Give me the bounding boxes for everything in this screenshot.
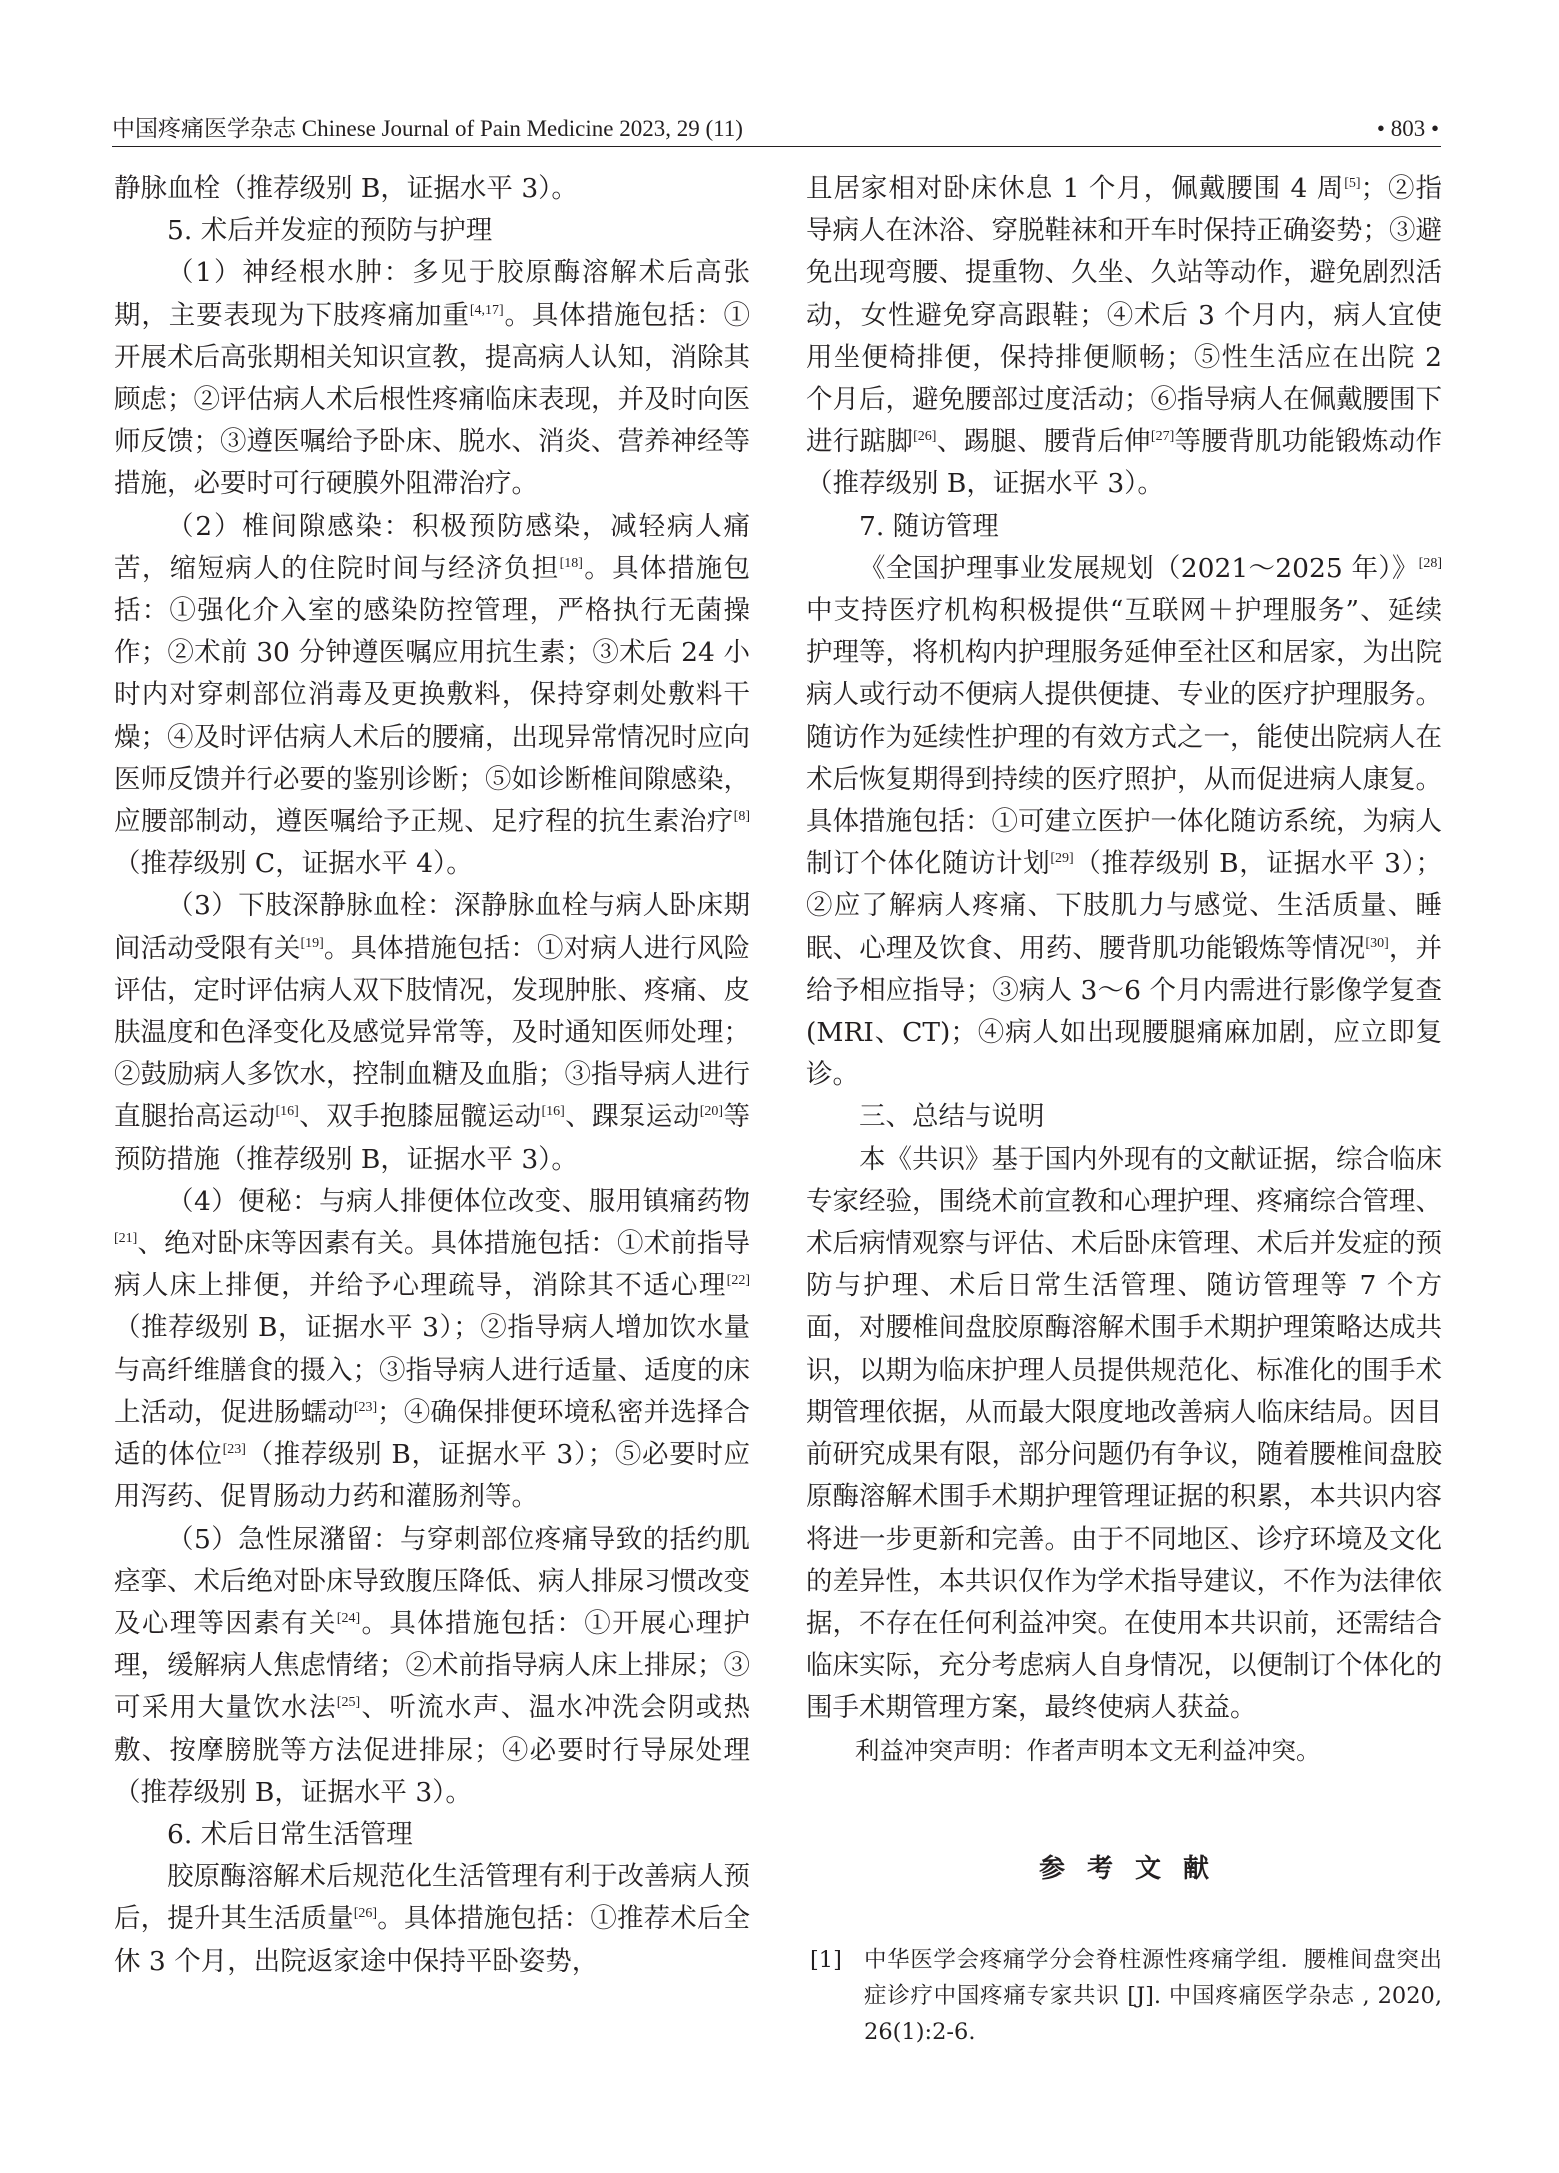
- paragraph-disc-space-infection: （2）椎间隙感染：积极预防感染，减轻病人痛苦，缩短病人的住院时间与经济负担[18]。具体措施包括：①强化介入室的感染防控管理，严格执行无菌操作；②术前 30 分钟遵医嘱应用抗生素；③术后 24 小时内对穿刺部位消毒及更换敷料，保持穿刺处敷料干燥；④及时评估病人术后的腰痛，出现异常情况时应向医师反馈并行必要的鉴别诊断；⑤如诊断椎间隙感染，应腰部制动，遵医嘱给予正规、足疗程的抗生素治疗[8]（推荐级别 C，证据水平 4）。: [114, 510, 751, 880]
- citation: [16]: [275, 1104, 299, 1120]
- citation: [28]: [1418, 555, 1442, 571]
- citation: [29]: [1050, 851, 1074, 867]
- section-heading-5: 5. 术后并发症的预防与护理: [167, 215, 493, 247]
- conflict-of-interest-statement: 利益冲突声明：作者声明本文无利益冲突。: [855, 1735, 1321, 1765]
- citation: [21]: [114, 1231, 138, 1247]
- citation: [8]: [733, 809, 750, 825]
- citation: [24]: [336, 1610, 361, 1626]
- paragraph-urinary-retention: （5）急性尿潴留：与穿刺部位疼痛导致的括约肌痉挛、术后绝对卧床导致腹压降低、病人排尿习惯改变及心理等因素有关[24]。具体措施包括：①开展心理护理，缓解病人焦虑情绪；②术前指导病人床上排尿；③可采用大量饮水法[25]、听流水声、温水冲洗会阴或热敷、按摩膀胱等方法促进排尿；④必要时行导尿处理（推荐级别 B，证据水平 3）。: [114, 1523, 751, 1808]
- paragraph-summary: 本《共识》基于国内外现有的文献证据，综合临床专家经验，围绕术前宣教和心理护理、疼痛综合管理、术后病情观察与评估、术后卧床管理、术后并发症的预防与护理、术后日常生活管理、随访管理等 7 个方面，对腰椎间盘胶原酶溶解术围手术期护理策略达成共识，以期为临床护理人员提供规范化、标准化的围手术期管理依据，从而最大限度地改善病人临床结局。因目前研究成果有限，部分问题仍有争议，随着腰椎间盘胶原酶溶解术围手术期护理管理证据的积累，本共识内容将进一步更新和完善。由于不同地区、诊疗环境及文化的差异性，本共识仅作为学术指导建议，不作为法律依据，不存在任何利益冲突。在使用本共识前，还需结合临床实际，充分考虑病人自身情况，以便制订个体化的围手术期管理方案，最终使病人获益。: [806, 1143, 1442, 1724]
- paragraph-constipation: （4）便秘：与病人排便体位改变、服用镇痛药物[21]、绝对卧床等因素有关。具体措施包括：①术前指导病人床上排便，并给予心理疏导，消除其不适心理[22]（推荐级别 B，证据水平 3）；②指导病人增加饮水量与高纤维膳食的摄入；③指导病人进行适量、适度的床上活动，促进肠蠕动[23]；④确保排便环境私密并选择合适的体位[23]（推荐级别 B，证据水平 3）；⑤必要时应用泻药、促胃肠动力药和灌肠剂等。: [114, 1185, 751, 1513]
- paragraph-daily-life-continued: 且居家相对卧床休息 1 个月，佩戴腰围 4 周[5]；②指导病人在沐浴、穿脱鞋袜和开车时保持正确姿势；③避免出现弯腰、提重物、久坐、久站等动作，避免剧烈活动，女性避免穿高跟鞋；④术后 3 个月内，病人宜使用坐便椅排便，保持排便顺畅；⑤性生活应在出院 2 个月后，避免腰部过度活动；⑥指导病人在佩戴腰围下进行踮脚[26]、踢腿、腰背后伸[27]等腰背肌功能锻炼动作（推荐级别 B，证据水平 3）。: [806, 173, 1443, 500]
- reference-number: [1]: [810, 1946, 842, 1973]
- citation: [16]: [541, 1104, 565, 1120]
- citation: [26]: [353, 1906, 378, 1922]
- section-heading-7: 7. 随访管理: [859, 510, 999, 542]
- paragraph-follow-up: 《全国护理事业发展规划（2021～2025 年）》[28]中支持医疗机构积极提供“互联网＋护理服务”、延续护理等，将机构内护理服务延伸至社区和居家，为出院病人或行动不便病人提供便捷、专业的医疗护理服务。随访作为延续性护理的有效方式之一，能使出院病人在术后恢复期得到持续的医疗照护，从而促进病人康复。具体措施包括：①可建立医护一体化随访系统，为病人制订个体化随访计划[29]（推荐级别 B，证据水平 3）；②应了解病人疼痛、下肢肌力与感觉、生活质量、睡眠、心理及饮食、用药、腰背肌功能锻炼等情况[30]，并给予相应指导；③病人 3～6 个月内需进行影像学复查 (MRI、CT)；④病人如出现腰腿痛麻加剧，应立即复诊。: [806, 552, 1443, 1091]
- citation: [22]: [726, 1273, 750, 1289]
- reference-item: [806, 1942, 1442, 2050]
- paragraph-nerve-root-edema: （1）神经根水肿：多见于胶原酶溶解术后高张期，主要表现为下肢疼痛加重[4,17]。具体措施包括：①开展术后高张期相关知识宣教，提高病人认知，消除其顾虑；②评估病人术后根性疼痛临床表现，并及时向医师反馈；③遵医嘱给予卧床、脱水、消炎、营养神经等措施，必要时可行硬膜外阻滞治疗。: [114, 257, 751, 500]
- paragraph-daily-life: 胶原酶溶解术后规范化生活管理有利于改善病人预后，提升其生活质量[26]。具体措施包括：①推荐术后全休 3 个月，出院返家途中保持平卧姿势，: [114, 1861, 751, 1977]
- citation: [18]: [559, 555, 583, 571]
- citation: [27]: [1150, 429, 1175, 445]
- citation: [19]: [300, 935, 324, 951]
- citation: [26]: [913, 429, 937, 445]
- page-header: [112, 106, 1441, 147]
- page-number: • 803 •: [1376, 116, 1439, 141]
- paragraph-continued: 静脉血栓（推荐级别 B，证据水平 3）。: [114, 173, 578, 204]
- citation: [25]: [336, 1695, 361, 1711]
- right-column: [806, 168, 1442, 2050]
- citation: [5]: [1344, 176, 1361, 191]
- left-column: [114, 168, 750, 1983]
- citation: [4,17]: [469, 302, 504, 318]
- journal-running-title: 中国疼痛医学杂志 Chinese Journal of Pain Medicine 2023, 29 (11): [112, 116, 743, 141]
- paragraph-dvt: （3）下肢深静脉血栓：深静脉血栓与病人卧床期间活动受限有关[19]。具体措施包括：①对病人进行风险评估，定时评估病人双下肢情况，发现肿胀、疼痛、皮肤温度和色泽变化及感觉异常等，及时通知医师处理；②鼓励病人多饮水，控制血糖及血脂；③指导病人进行直腿抬高运动[16]、双手抱膝屈髋运动[16]、踝泵运动[20]等预防措施（推荐级别 B，证据水平 3）。: [114, 890, 751, 1175]
- section-heading-6: 6. 术后日常生活管理: [167, 1818, 413, 1850]
- reference-text: 中华医学会疼痛学分会脊柱源性疼痛学组．腰椎间盘突出症诊疗中国疼痛专家共识 [J]. 中国疼痛医学杂志 , 2020, 26(1):2-6.: [864, 1946, 1442, 2045]
- references-heading: 参考文献: [1038, 1853, 1231, 1884]
- citation: [30]: [1365, 935, 1389, 951]
- section-heading-summary: 三、总结与说明: [859, 1101, 1045, 1133]
- citation: [23]: [222, 1442, 246, 1458]
- citation: [23]: [353, 1399, 378, 1415]
- citation: [20]: [699, 1104, 724, 1120]
